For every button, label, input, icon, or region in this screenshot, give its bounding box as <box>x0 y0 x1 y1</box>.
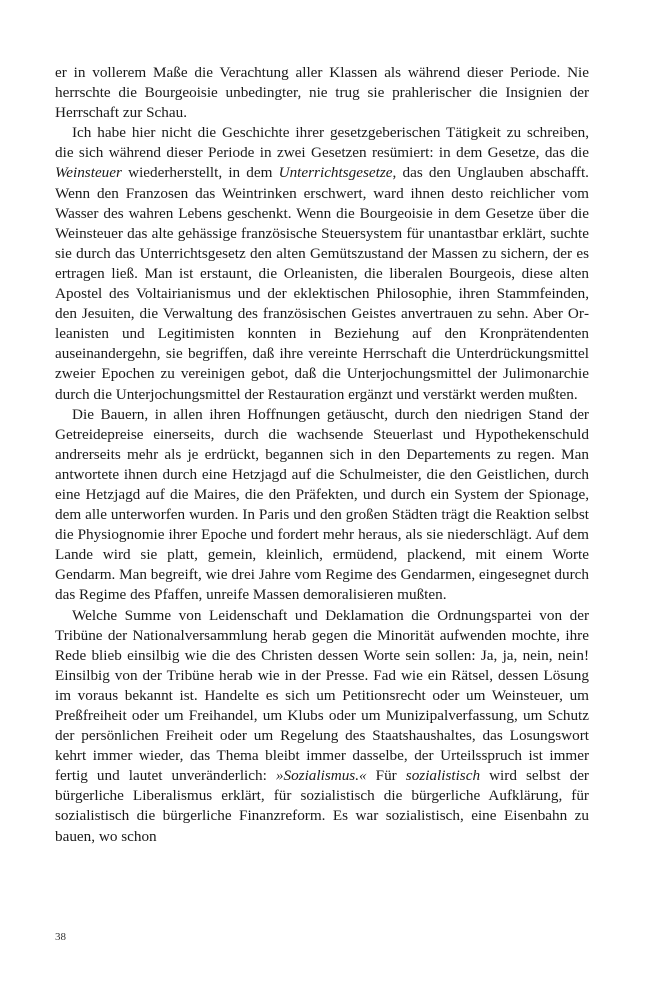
term-sozialismus: »Sozialismus.« <box>275 767 367 785</box>
paragraph-3 <box>55 405 589 606</box>
paragraph-4-text: Welche Summe von Leidenschaft und Deklamation die Ordnungspartei von der Tribüne der Nationalversammlung herab gegen die Minorität aufwenden mochte, ihre Rede blieb einsilbig wie die des Christen dessen Worte sein sollen: Ja, ja, nein, nein! Einsilbig von der Tribüne herab wie in der Presse. Fad wie ein Rätsel, dessen Lösung im voraus bekannt ist. Handelte es sich um Petitionsrecht oder um Weinsteuer, um Preßfreiheit oder um Freihandel, um Klubs oder um Munizipalverfassung, um Schutz der persönlichen Freiheit oder um Regelung des Staatshaushaltes, das Losungswort kehrt immer wieder, das Thema bleibt immer dasselbe, der Urteilsspruch ist immer fertig und lautet unveränderlich: <box>55 606 589 785</box>
paragraph-3-text: Die Bauern, in allen ihren Hoffnungen getäuscht, durch den niedrigen Stand der Getreidepreise einerseits, durch die wachsende Steuerlast und Hypothekenschuld andrerseits mehr als je erdrückt, begannen sich in den Departements zu regen. Man antwortete ihnen durch eine Hetzjagd auf die Schulmeister, die den Geistlichen, durch eine Hetzjagd auf die Maires, die den Präfekten, und durch ein System der Spionage, dem alle unterworfen wurden. In Paris und den großen Städten trägt die Reaktion selbst die Physiognomie ihrer Epoche und fordert mehr heraus, als sie niederschlägt. Auf dem Lande wird sie platt, gemein, kleinlich, ermüdend, plackend, mit einem Worte Gendarm. Man begreift, wie drei Jahre vom Regime des Gendarmen, eingesegnet durch das Regime des Pfaffen, unreife Massen demoralisieren mußten. <box>55 405 589 604</box>
page-number: 38 <box>55 931 66 943</box>
paragraph-4-text: Für <box>366 767 406 785</box>
paragraph-1-text: er in vollerem Maße die Verachtung aller Klassen als während dieser Periode. Nie herrschte die Bourgeoisie unbedingter, nie trug sie prahlerischer die Insignien der Herrschaft zur Schau. <box>55 64 589 122</box>
paragraph-4-text: wird selbst der bürgerliche Liberalismus erklärt, für sozialistisch die bürgerliche Aufklärung, für sozialistisch die bürgerliche Finanzreform. Es war sozialistisch, eine Eisenbahn zu bauen, wo schon <box>55 767 589 845</box>
paragraph-2-text: , das den Unglauben abschafft. Wenn den Franzosen das Weintrinken erschwert, ward ihnen desto reichlicher vom Wasser des wahren Lebens geschenkt. Wenn die Bourgeoisie in dem Gesetze über die Weinsteuer das alte gehässige französische Steuersystem für unantastbar erklärt, suchte sie durch das Unterrichtsgesetz den alten Gemütszustand der Massen zu sichern, der es ertragen ließ. Man ist erstaunt, die Orleanisten, die liberalen Bourgeois, diese alten Apostel des Voltairianismus und der eklektischen Philosophie, ihren Stammfeinden, den Jesuiten, die Verwaltung des französischen Geistes anvertrauen zu sehn. Aber Orleanisten und Legitimisten konnten in Beziehung auf den Kronprätendenten auseinandergehn, sie begriffen, daß ihre vereinte Herrschaft die Unterdrückungsmittel zweier Epochen zu vereinigen gebot, daß die Unterjochungsmittel der Julimonarchie durch die Unterjochungsmittel der Restauration ergänzt und verstärkt werden mußten. <box>55 164 589 403</box>
paragraph-4 <box>55 606 589 847</box>
page-body <box>55 63 589 847</box>
paragraph-2-text: Ich habe hier nicht die Geschichte ihrer gesetzgeberischen Tätigkeit zu schreiben, die sich während dieser Periode in zwei Gesetzen resümiert: in dem Gesetze, das die <box>55 124 589 162</box>
paragraph-1 <box>55 63 589 123</box>
paragraph-2-text: wiederherstellt, in dem <box>121 164 279 182</box>
term-weinsteuer: Weinsteuer <box>55 164 122 182</box>
term-unterrichtsgesetze: Unterrichtsgesetze <box>278 164 393 182</box>
paragraph-2 <box>55 123 589 404</box>
term-sozialistisch: sozialistisch <box>405 767 481 785</box>
